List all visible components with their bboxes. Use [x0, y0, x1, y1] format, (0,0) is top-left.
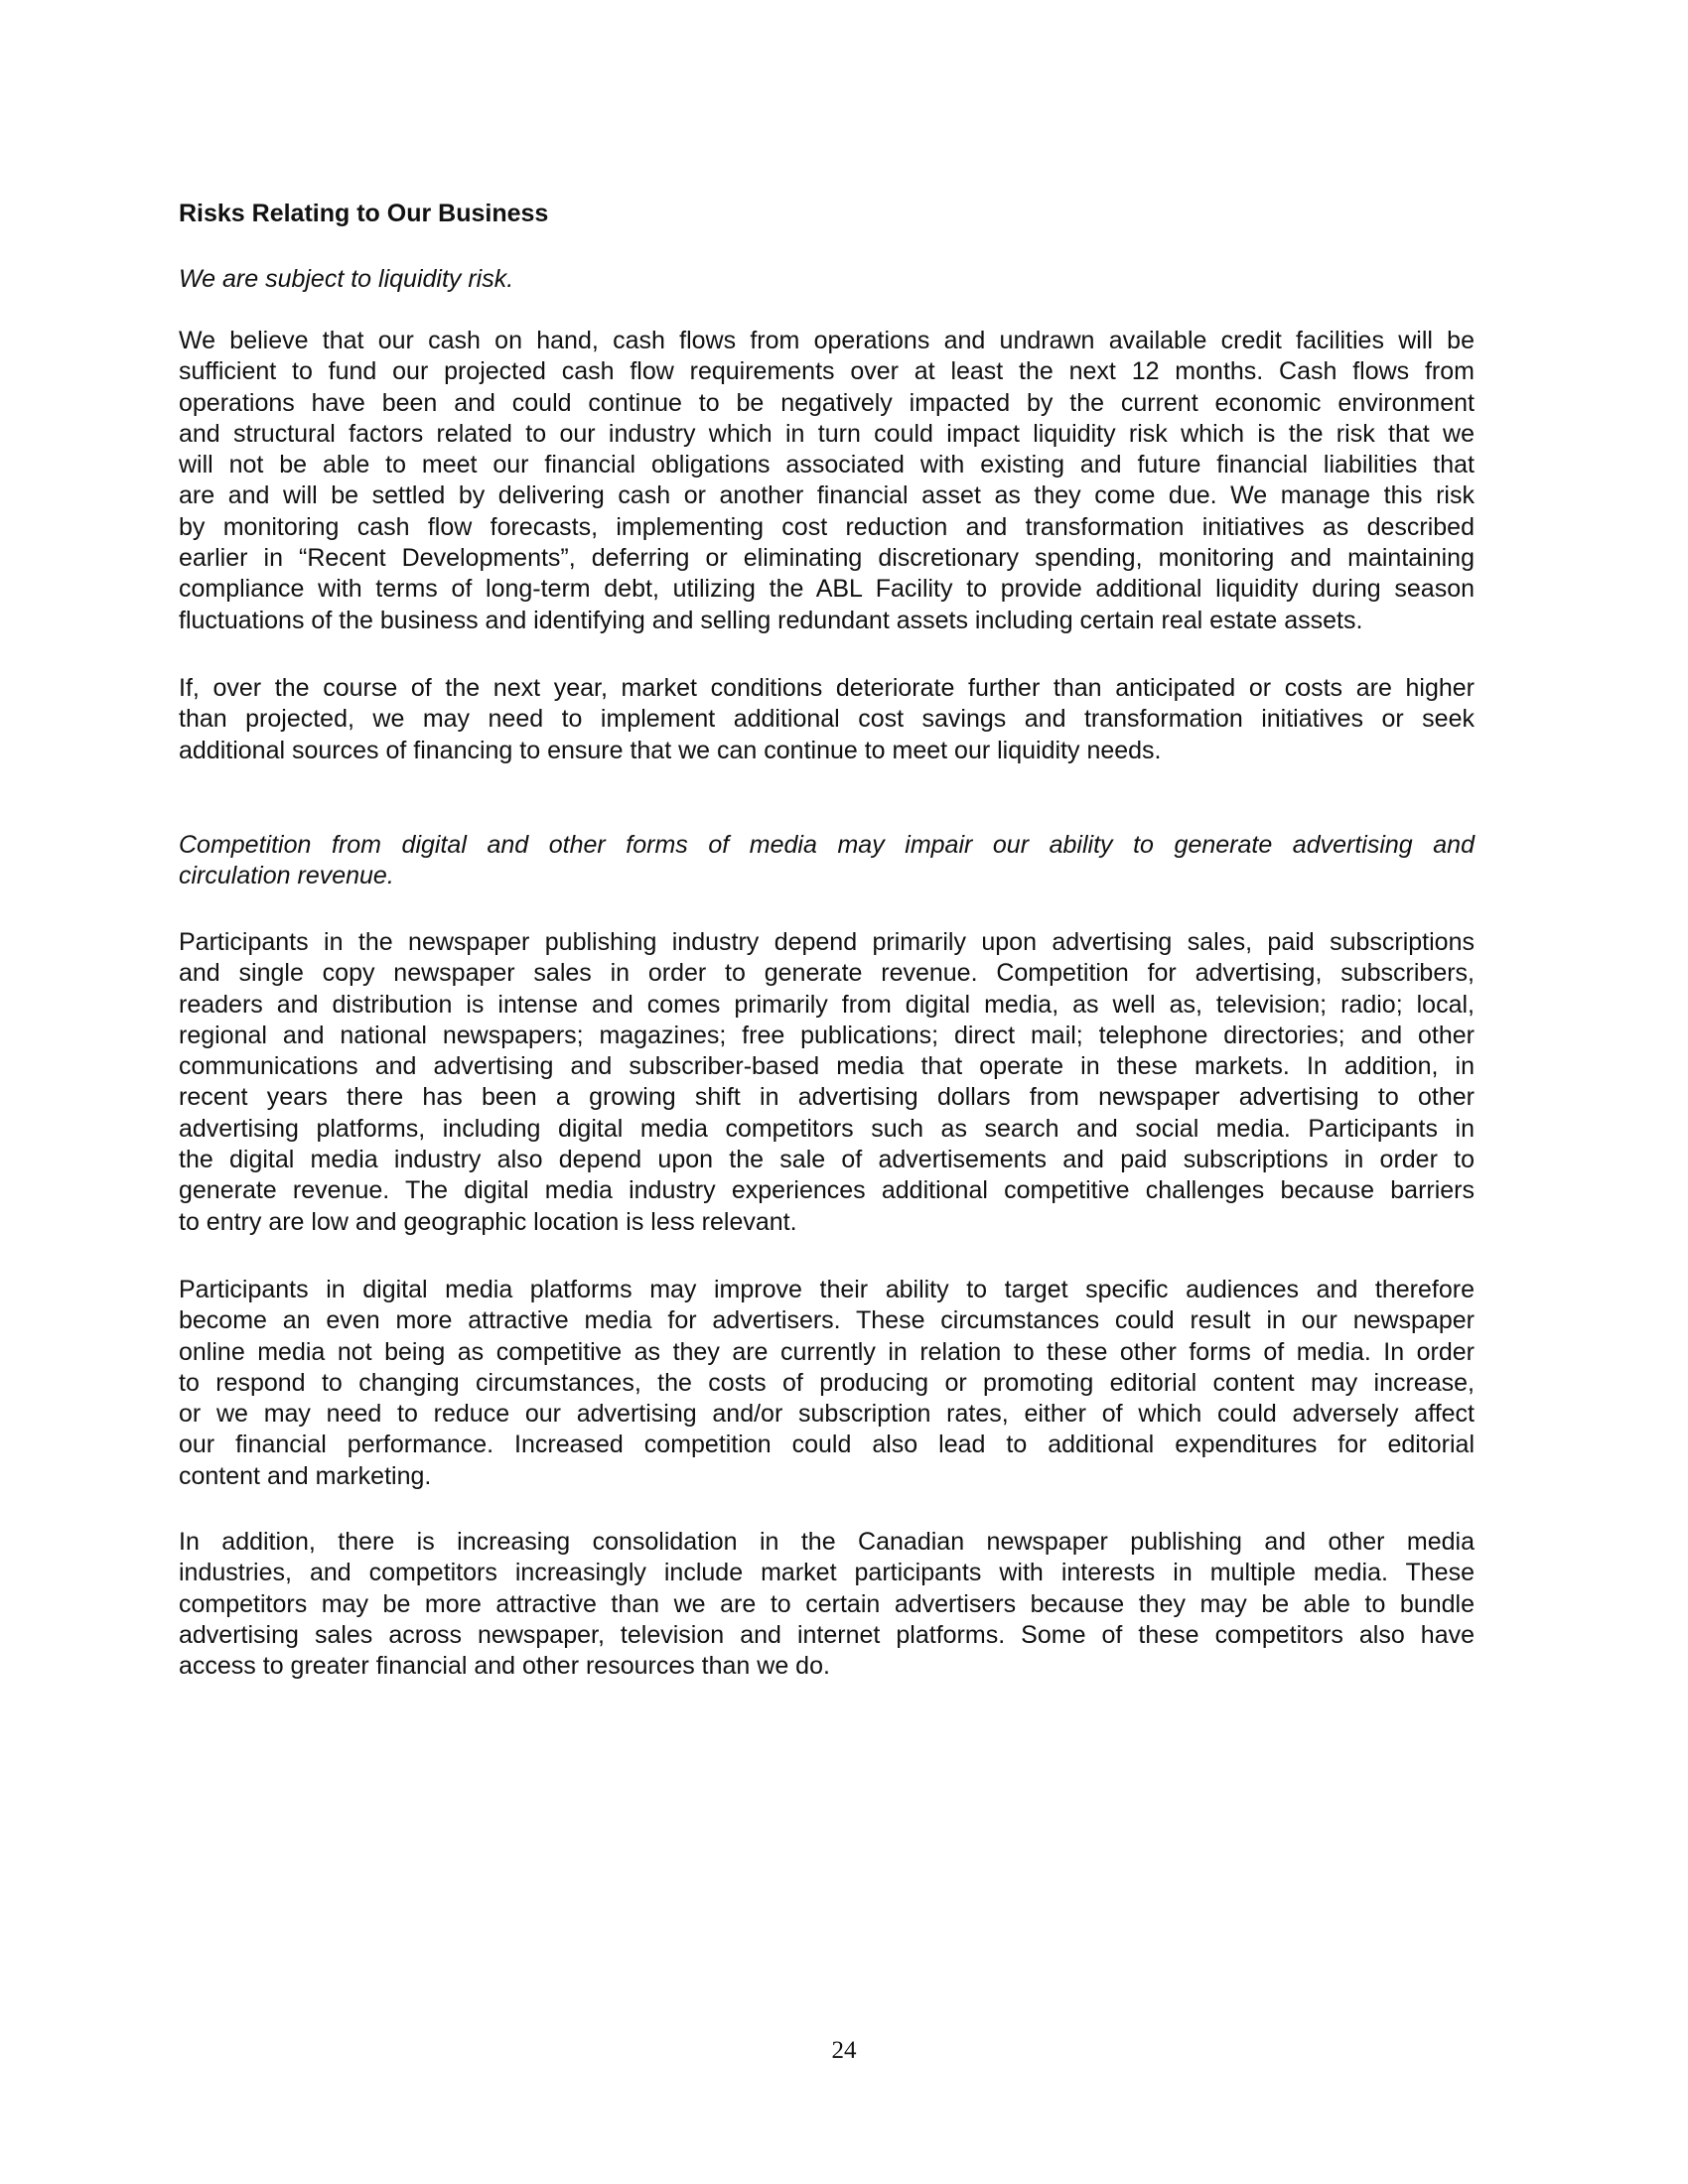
- risk-subheading-liquidity: We are subject to liquidity risk.: [179, 265, 514, 293]
- text-line: advertising platforms, including digital media competitors such as search and social media. Participants in: [179, 1114, 1475, 1143]
- text-line: the digital media industry also depend upon the sale of advertisements and paid subscriptions in order to: [179, 1146, 1475, 1174]
- text-line: to respond to changing circumstances, the costs of producing or promoting editorial content may increase,: [179, 1368, 1475, 1397]
- text-line: generate revenue. The digital media industry experiences additional competitive challenges because barriers: [179, 1176, 1475, 1205]
- text-line: and structural factors related to our industry which in turn could impact liquidity risk which is the risk that we: [179, 419, 1475, 448]
- text-line: sufficient to fund our projected cash flow requirements over at least the next 12 months. Cash flows from: [179, 357, 1475, 386]
- paragraph: [179, 1275, 1475, 1492]
- risk-subheading-competition: [179, 830, 1475, 892]
- text-line: will not be able to meet our financial obligations associated with existing and future financial liabilities that: [179, 451, 1475, 479]
- text-line: our financial performance. Increased competition could also lead to additional expenditures for editorial: [179, 1431, 1475, 1459]
- text-line: industries, and competitors increasingly include market participants with interests in multiple media. These: [179, 1559, 1475, 1587]
- text-line: become an even more attractive media for advertisers. These circumstances could result in our newspaper: [179, 1306, 1475, 1335]
- text-line: We believe that our cash on hand, cash flows from operations and undrawn available credit facilities will be: [179, 327, 1475, 354]
- paragraph: [179, 673, 1475, 766]
- text-line: Participants in the newspaper publishing industry depend primarily upon advertising sales, paid subscriptions: [179, 928, 1475, 956]
- text-line: operations have been and could continue to be negatively impacted by the current economic environment: [179, 388, 1475, 417]
- paragraph: [179, 326, 1475, 636]
- text-line: recent years there has been a growing shift in advertising dollars from newspaper advertising to other: [179, 1083, 1475, 1112]
- section-heading: Risks Relating to Our Business: [179, 200, 549, 227]
- text-line: communications and advertising and subscriber-based media that operate in these markets. In addition, in: [179, 1052, 1475, 1081]
- text-line: readers and distribution is intense and comes primarily from digital media, as well as, television; radio; local,: [179, 990, 1475, 1019]
- text-line: regional and national newspapers; magazines; free publications; direct mail; telephone directories; and other: [179, 1021, 1475, 1049]
- text-line: content and marketing.: [179, 1461, 432, 1490]
- text-line: earlier in “Recent Developments”, deferring or eliminating discretionary spending, monitoring and maintaining: [179, 544, 1475, 573]
- text-line: access to greater financial and other resources than we do.: [179, 1652, 830, 1681]
- text-line: are and will be settled by delivering cash or another financial asset as they come due. We manage this risk: [179, 481, 1475, 510]
- text-line: compliance with terms of long-term debt, utilizing the ABL Facility to provide additional liquidity during season: [179, 575, 1475, 604]
- text-line: If, over the course of the next year, market conditions deteriorate further than anticipated or costs are higher: [179, 674, 1475, 702]
- text-line: competitors may be more attractive than we are to certain advertisers because they may be able to bundle: [179, 1589, 1475, 1618]
- text-line: online media not being as competitive as they are currently in relation to these other forms of media. In order: [179, 1337, 1475, 1366]
- text-line: by monitoring cash flow forecasts, implementing cost reduction and transformation initiatives as described: [179, 512, 1475, 541]
- text-line: to entry are low and geographic location is less relevant.: [179, 1207, 797, 1236]
- text-line: fluctuations of the business and identifying and selling redundant assets including certain real estate assets.: [179, 606, 1363, 634]
- text-line: circulation revenue.: [179, 862, 394, 890]
- text-line: Competition from digital and other forms of media may impair our ability to generate advertising and: [179, 831, 1475, 859]
- text-line: than projected, we may need to implement additional cost savings and transformation initiatives or seek: [179, 705, 1475, 734]
- text-line: or we may need to reduce our advertising and/or subscription rates, either of which could adversely affect: [179, 1400, 1475, 1429]
- text-line: additional sources of financing to ensure that we can continue to meet our liquidity needs.: [179, 736, 1162, 764]
- paragraph: [179, 927, 1475, 1238]
- page-number: 24: [831, 2037, 857, 2064]
- text-line: Participants in digital media platforms may improve their ability to target specific audiences and therefore: [179, 1276, 1475, 1303]
- text-line: In addition, there is increasing consolidation in the Canadian newspaper publishing and other media: [179, 1528, 1475, 1556]
- text-line: advertising sales across newspaper, television and internet platforms. Some of these competitors also have: [179, 1620, 1475, 1649]
- paragraph: [179, 1527, 1475, 1682]
- text-line: and single copy newspaper sales in order to generate revenue. Competition for advertising, subscribers,: [179, 959, 1475, 988]
